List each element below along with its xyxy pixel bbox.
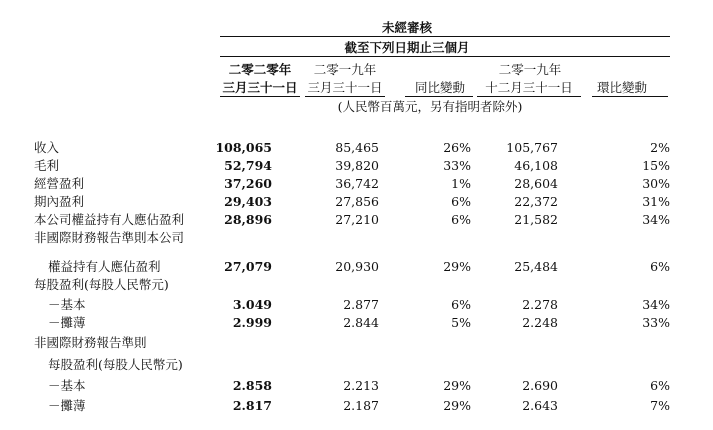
col3-heading: 同比變動	[414, 80, 465, 95]
value-yoy: 5%	[451, 315, 471, 330]
row-label: 非國際財務報告準則	[34, 335, 147, 350]
value-q1-2019: 39,820	[335, 158, 379, 173]
table-row	[0, 211, 713, 229]
value-qoq: 34%	[642, 212, 670, 227]
value-q1-2019: 2.844	[343, 315, 379, 330]
value-q4-2019: 2.278	[522, 297, 558, 312]
row-label: 權益持有人應佔盈利	[48, 259, 161, 274]
value-yoy: 6%	[451, 212, 471, 227]
value-q1-2020: 28,896	[224, 212, 272, 227]
value-q4-2019: 2.643	[522, 398, 558, 413]
value-qoq: 30%	[642, 176, 670, 191]
table-row	[0, 296, 713, 314]
value-q1-2020: 29,403	[224, 194, 272, 209]
value-q1-2020: 27,079	[224, 259, 272, 274]
value-yoy: 6%	[451, 194, 471, 209]
value-q1-2020: 2.858	[232, 378, 272, 393]
value-qoq: 2%	[650, 140, 670, 155]
unaudited-heading: 未經審核	[381, 20, 432, 35]
value-q1-2019: 2.187	[343, 398, 379, 413]
value-q1-2019: 2.877	[343, 297, 379, 312]
value-q1-2019: 27,210	[335, 212, 379, 227]
value-qoq: 6%	[650, 259, 670, 274]
row-label: 收入	[34, 140, 60, 155]
period-heading: 截至下列日期止三個月	[344, 40, 470, 55]
col5-heading-rule	[592, 96, 668, 97]
value-qoq: 7%	[650, 398, 670, 413]
value-yoy: 33%	[443, 158, 471, 173]
col1-heading-date: 三月三十一日	[222, 80, 298, 95]
row-label: 經營盈利	[34, 176, 85, 191]
value-q1-2020: 37,260	[224, 176, 272, 191]
col1-heading-year: 二零二零年	[228, 62, 292, 77]
value-q4-2019: 25,484	[514, 259, 558, 274]
value-q4-2019: 105,767	[506, 140, 558, 155]
value-yoy: 6%	[451, 297, 471, 312]
table-row	[0, 314, 713, 332]
value-q1-2020: 2.999	[232, 315, 272, 330]
value-q1-2019: 85,465	[335, 140, 379, 155]
value-q4-2019: 28,604	[514, 176, 558, 191]
value-qoq: 6%	[650, 378, 670, 393]
unit-note: (人民幣百萬元，另有指明者除外)	[337, 99, 523, 114]
col2-heading-date: 三月三十一日	[307, 80, 383, 95]
row-label: －攤薄	[48, 315, 86, 330]
col2-heading-year: 二零一九年	[313, 62, 377, 77]
row-label: 期內盈利	[34, 194, 85, 209]
value-q1-2020: 3.049	[232, 297, 272, 312]
table-row	[0, 258, 713, 276]
table-row	[0, 276, 713, 294]
row-label: 非國際財務報告準則本公司	[34, 230, 185, 245]
table-row	[0, 175, 713, 193]
col5-heading: 環比變動	[596, 80, 647, 95]
value-q1-2019: 36,742	[335, 176, 379, 191]
value-q1-2020: 2.817	[232, 398, 272, 413]
value-q1-2019: 2.213	[343, 378, 379, 393]
table-row	[0, 377, 713, 395]
value-q1-2019: 27,856	[335, 194, 379, 209]
col1-heading-rule	[220, 96, 300, 97]
value-q4-2019: 22,372	[514, 194, 558, 209]
row-label: －基本	[48, 378, 86, 393]
row-label: －攤薄	[48, 398, 86, 413]
value-yoy: 1%	[451, 176, 471, 191]
value-qoq: 34%	[642, 297, 670, 312]
table-row	[0, 157, 713, 175]
value-q4-2019: 2.690	[522, 378, 558, 393]
value-q1-2020: 52,794	[224, 158, 272, 173]
table-row	[0, 229, 713, 247]
col4-heading-year: 二零一九年	[498, 62, 562, 77]
value-q4-2019: 46,108	[514, 158, 558, 173]
table-row	[0, 334, 713, 352]
row-label: 每股盈利(每股人民幣元)	[48, 357, 183, 372]
value-q1-2020: 108,065	[215, 140, 272, 155]
table-row	[0, 139, 713, 157]
value-qoq: 15%	[642, 158, 670, 173]
table-row	[0, 397, 713, 415]
value-q1-2019: 20,930	[335, 259, 379, 274]
row-label: 毛利	[34, 158, 60, 173]
value-qoq: 31%	[642, 194, 670, 209]
col4-heading-date: 十二月三十一日	[485, 80, 573, 95]
value-q4-2019: 2.248	[522, 315, 558, 330]
table-row	[0, 193, 713, 211]
value-qoq: 33%	[642, 315, 670, 330]
row-label: 每股盈利(每股人民幣元)	[34, 277, 169, 292]
value-yoy: 26%	[443, 140, 471, 155]
row-label: －基本	[48, 297, 86, 312]
table-row	[0, 356, 713, 374]
period-rule	[220, 56, 670, 57]
row-label: 本公司權益持有人應佔盈利	[34, 212, 185, 227]
value-q4-2019: 21,582	[514, 212, 558, 227]
value-yoy: 29%	[443, 259, 471, 274]
unaudited-rule	[220, 36, 670, 37]
value-yoy: 29%	[443, 378, 471, 393]
value-yoy: 29%	[443, 398, 471, 413]
